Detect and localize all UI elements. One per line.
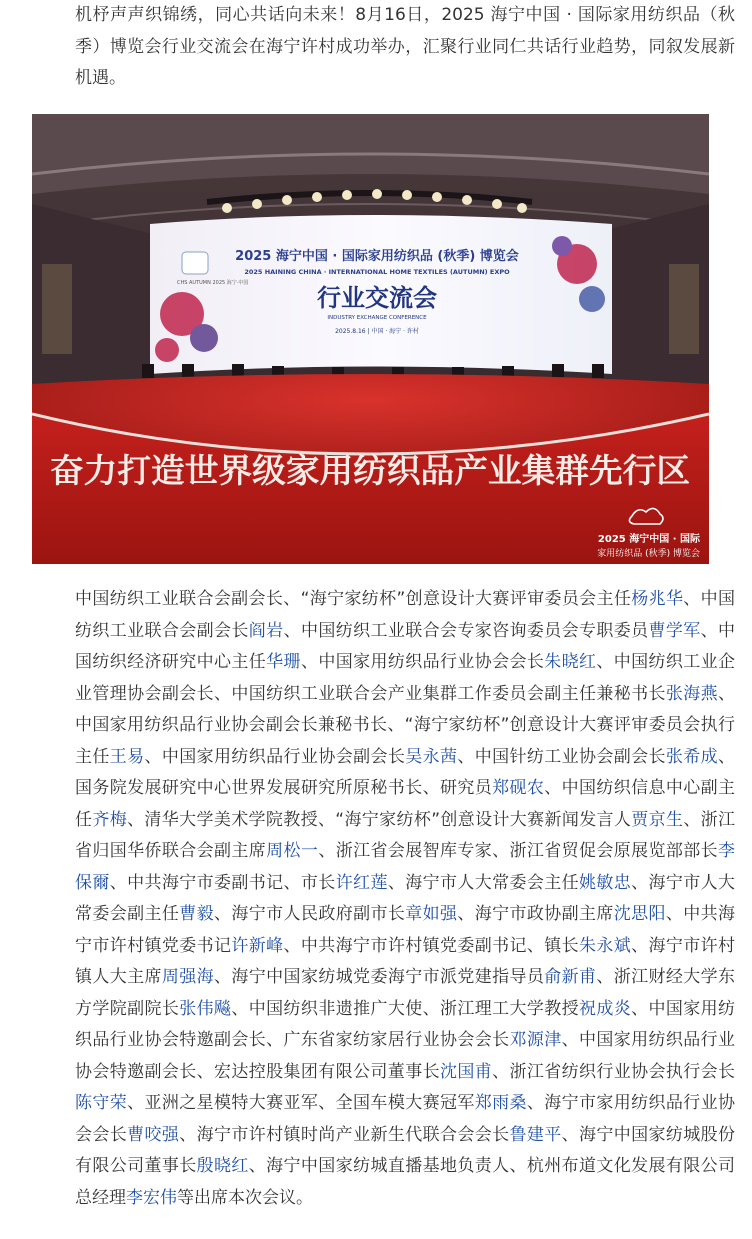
attendee-title-text: 、海宁市许村镇人大主席 <box>75 935 736 987</box>
attendee-title-text: 、亚洲之星模特大赛亚军、全国车模大赛冠军 <box>127 1093 475 1113</box>
attendee-name: 李宏伟 <box>126 1187 177 1208</box>
conference-photo <box>32 114 709 564</box>
attendee-title-text: 、浙江省纺织行业协会执行会长 <box>492 1061 736 1082</box>
attendee-name: 曹学军 <box>648 620 701 641</box>
attendee-title-text: 、浙江财经大学东方学院副院长 <box>75 967 736 1019</box>
attendee-name: 李保爾 <box>75 841 736 893</box>
attendee-name: 王易 <box>109 746 145 767</box>
attendee-name: 张希成 <box>665 746 719 767</box>
attendee-title-text: 、海宁中国家纺城党委海宁市派党建指导员 <box>214 967 545 987</box>
attendee-title-text: 、中共海宁市许村镇党委副书记、镇长 <box>283 935 579 956</box>
attendee-title-text: 、中国针纺工业协会副会长 <box>457 746 666 767</box>
screen-main-title: 行业交流会 <box>317 284 437 312</box>
attendee-name: 曹毅 <box>179 904 215 924</box>
attendee-name: 俞新甫 <box>544 967 597 987</box>
attendee-name: 许新峰 <box>231 935 284 956</box>
attendee-title-text: 、海宁中国家纺城股份有限公司董事长 <box>75 1124 736 1176</box>
attendee-name: 章如强 <box>405 904 458 924</box>
attendee-name: 周松一 <box>266 841 319 861</box>
attendee-name: 鲁建平 <box>509 1124 562 1145</box>
attendee-name: 姚敏忠 <box>579 872 632 893</box>
attendee-title-text: 、中国家用纺织品行业协会会长 <box>300 652 545 672</box>
svg-text:2025 海宁中国 · 国际: 2025 海宁中国 · 国际 <box>597 534 700 545</box>
attendee-title-text: 等出席本次会议。 <box>177 1187 313 1208</box>
attendee-title-text: 、海宁市政协副主席 <box>457 904 614 924</box>
attendee-name: 殷晓红 <box>196 1156 249 1176</box>
attendee-name: 杨兆华 <box>631 589 684 609</box>
attendee-title-text: 、浙江省会展智库专家、浙江省贸促会原展览部部长 <box>318 841 719 861</box>
attendee-title-text: 、中国纺织信息中心副主任 <box>75 778 736 830</box>
attendee-title-text: 、中国家用纺织品行业协会特邀副会长、宏达控股集团有限公司董事长 <box>75 1030 736 1082</box>
attendee-title-text: 、中国纺织工业联合会专家咨询委员会专职委员 <box>283 620 649 641</box>
attendee-title-text: 、中国家用纺织品行业协会副会长 <box>144 746 406 767</box>
screen-logo-text: CHS AUTUMN 2025 海宁·中国 <box>177 280 249 286</box>
attendee-title-text: 、中国纺织非遗推广大使、浙江理工大学教授 <box>231 998 579 1019</box>
attendee-title-text: 、海宁市人民政府副市长 <box>214 904 406 924</box>
attendee-title-text: 、中共海宁市许村镇党委书记 <box>75 904 736 956</box>
attendee-title-text: 、中国纺织工业联合会副会长 <box>75 589 736 641</box>
screen-date: 2025.8.16 | 中国 · 海宁 · 许村 <box>335 328 419 335</box>
attendee-name: 贾京生 <box>631 809 684 830</box>
attendee-title-text: 中国纺织工业联合会副会长、“海宁家纺杯”创意设计大赛评审委员会主任 <box>75 589 632 609</box>
svg-text:家用纺织品 (秋季) 博览会: 家用纺织品 (秋季) 博览会 <box>597 549 700 559</box>
attendee-name: 张海燕 <box>665 683 719 704</box>
attendee-title-text: 、中共海宁市委副书记、市长 <box>109 872 336 893</box>
attendee-title-text: 、海宁市许村镇时尚产业新生代联合会会长 <box>179 1124 510 1145</box>
attendee-name: 周强海 <box>161 967 215 987</box>
attendee-name: 曹咬强 <box>127 1124 180 1145</box>
attendee-title-text: 、清华大学美术学院教授、“海宁家纺杯”创意设计大赛新闻发言人 <box>127 809 632 830</box>
attendee-name: 郑雨桑 <box>474 1093 527 1113</box>
attendee-name: 吴永茜 <box>405 746 458 767</box>
attendee-title-text: 、海宁市人大常委会主任 <box>387 872 579 893</box>
attendee-name: 陈守荣 <box>75 1093 128 1113</box>
attendee-title-text: 、中国纺织工业企业管理协会副会长、中国纺织工业联合会产业集群工作委员会副主任兼秘书长 <box>75 652 736 704</box>
screen-title: 2025 海宁中国 · 国际家用纺织品 (秋季) 博览会 <box>235 249 519 264</box>
attendee-title-text: 、海宁市人大常委会副主任 <box>75 872 736 924</box>
attendees-paragraph <box>41 584 735 1214</box>
attendee-title-text: 、海宁市家用纺织品行业协会会长 <box>75 1093 736 1145</box>
attendee-name: 沈国甫 <box>439 1061 493 1082</box>
attendee-title-text: 、国务院发展研究中心世界发展研究所原秘书长、研究员 <box>75 746 736 798</box>
attendee-name: 邓源津 <box>509 1030 562 1050</box>
attendee-name: 郑砚农 <box>492 778 545 798</box>
screen-main-en: INDUSTRY EXCHANGE CONFERENCE <box>327 315 427 321</box>
attendee-title-text: 、中国家用纺织品行业协会特邀副会长、广东省家纺家居行业协会会长 <box>75 998 736 1050</box>
intro-paragraph: 机杼声声织锦绣，同心共话向未来！8月16日，2025 海宁中国 · 国际家用纺织品（秋季）博览会行业交流会在海宁许村成功举办，汇聚行业同仁共话行业趋势，同叙发展新机遇。 <box>75 5 735 88</box>
attendee-title-text: 、中国纺织经济研究中心主任 <box>75 620 736 672</box>
attendee-name: 华珊 <box>266 652 301 672</box>
attendee-name: 祝成炎 <box>579 998 632 1019</box>
attendee-title-text: 、浙江省归国华侨联合会副主席 <box>75 809 736 861</box>
attendee-title-text: 、海宁中国家纺城直播基地负责人、杭州布道文化发展有限公司总经理 <box>75 1156 736 1208</box>
attendee-name: 齐梅 <box>92 809 128 830</box>
attendee-title-text: 、中国家用纺织品行业协会副会长兼秘书长、“海宁家纺杯”创意设计大赛评审委员会执行主任 <box>75 683 736 767</box>
attendee-name: 张伟飚 <box>179 998 232 1019</box>
attendee-name: 朱永斌 <box>578 935 632 956</box>
stage-banner-text: 奋力打造世界级家用纺织品产业集群先行区 <box>50 451 690 490</box>
attendee-name: 沈思阳 <box>613 904 666 924</box>
attendee-name: 许红莲 <box>335 872 388 893</box>
attendee-name: 朱晓红 <box>544 652 597 672</box>
screen-subtitle-en: 2025 HAINING CHINA · INTERNATIONAL HOME TEXTILES (AUTUMN) EXPO <box>244 268 510 276</box>
attendee-name: 阎岩 <box>248 620 284 641</box>
